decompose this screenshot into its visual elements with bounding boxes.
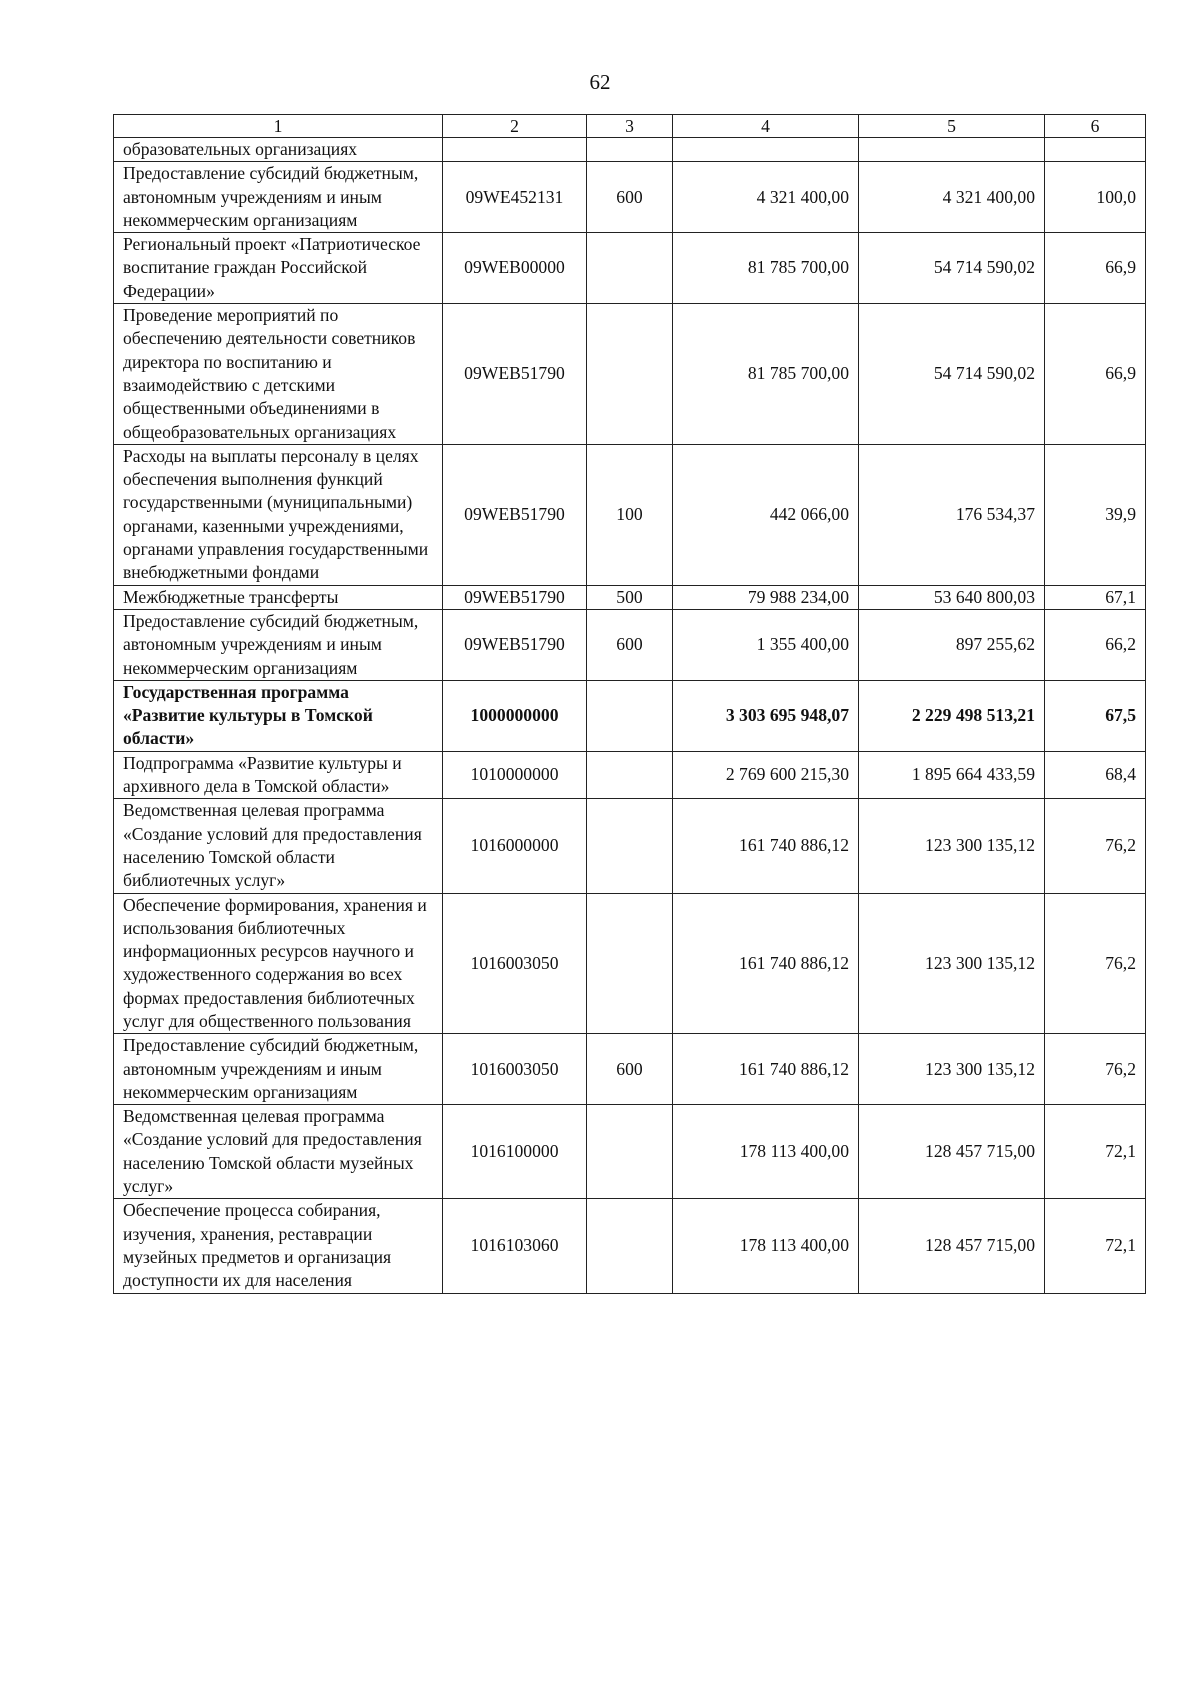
row-name-cell: Обеспечение формирования, хранения и использования библиотечных информационных ресурсов научного и художественного содержания во всех формах предоставления библиотечных услуг для общественного пользования [114,893,443,1034]
row-name-cell: Предоставление субсидий бюджетным, автономным учреждениям и иным некоммерческим организациям [114,1034,443,1105]
row-expense-type-cell [587,680,673,751]
table-row [114,162,1146,233]
row-percent-cell: 66,9 [1045,233,1146,304]
header-col-3: 3 [587,115,673,138]
row-name-cell: Региональный проект «Патриотическое воспитание граждан Российской Федерации» [114,233,443,304]
row-expense-type-cell [587,893,673,1034]
row-code-cell: 1016003050 [443,1034,587,1105]
row-code-cell: 1016103060 [443,1199,587,1293]
row-fact-amount-cell: 123 300 135,12 [859,1034,1045,1105]
row-plan-amount-cell: 161 740 886,12 [673,1034,859,1105]
table-row [114,138,1146,162]
row-expense-type-cell: 600 [587,1034,673,1105]
row-plan-amount-cell: 178 113 400,00 [673,1199,859,1293]
row-fact-amount-cell: 123 300 135,12 [859,799,1045,893]
row-plan-amount-cell: 2 769 600 215,30 [673,751,859,799]
row-percent-cell: 72,1 [1045,1105,1146,1199]
page-number: 62 [589,70,611,94]
row-code-cell: 09WEB51790 [443,304,587,445]
row-plan-amount-cell: 161 740 886,12 [673,799,859,893]
row-percent-cell: 66,2 [1045,609,1146,680]
row-name-cell: Расходы на выплаты персоналу в целях обеспечения выполнения функций государственными (муниципальными) органами, казенными учреждениями, органами управления государственными внебюджетными фондами [114,444,443,585]
row-fact-amount-cell: 1 895 664 433,59 [859,751,1045,799]
header-col-6: 6 [1045,115,1146,138]
row-expense-type-cell: 600 [587,162,673,233]
table-row [114,1199,1146,1293]
table-row [114,609,1146,680]
row-expense-type-cell: 600 [587,609,673,680]
row-code-cell: 09WE452131 [443,162,587,233]
row-code-cell: 1010000000 [443,751,587,799]
table-row [114,1034,1146,1105]
row-fact-amount-cell: 2 229 498 513,21 [859,680,1045,751]
row-plan-amount-cell: 81 785 700,00 [673,304,859,445]
row-percent-cell: 76,2 [1045,1034,1146,1105]
row-name-cell: Предоставление субсидий бюджетным, автономным учреждениям и иным некоммерческим организациям [114,609,443,680]
table-row [114,304,1146,445]
row-percent-cell: 67,5 [1045,680,1146,751]
row-expense-type-cell [587,751,673,799]
row-expense-type-cell [587,1199,673,1293]
row-code-cell: 09WEB00000 [443,233,587,304]
row-name-cell: Предоставление субсидий бюджетным, автономным учреждениям и иным некоммерческим организациям [114,162,443,233]
row-name-cell: Ведомственная целевая программа «Создание условий для предоставления населению Томской области библиотечных услуг» [114,799,443,893]
row-name-cell: Подпрограмма «Развитие культуры и архивного дела в Томской области» [114,751,443,799]
row-fact-amount-cell: 123 300 135,12 [859,893,1045,1034]
row-percent-cell: 76,2 [1045,799,1146,893]
row-plan-amount-cell [673,138,859,162]
header-col-2: 2 [443,115,587,138]
row-name-cell: Межбюджетные трансферты [114,585,443,609]
row-plan-amount-cell: 178 113 400,00 [673,1105,859,1199]
row-percent-cell: 72,1 [1045,1199,1146,1293]
row-expense-type-cell [587,233,673,304]
row-plan-amount-cell: 4 321 400,00 [673,162,859,233]
table-row [114,893,1146,1034]
row-expense-type-cell [587,799,673,893]
table-row [114,585,1146,609]
table-row [114,444,1146,585]
row-code-cell: 09WEB51790 [443,585,587,609]
table-row [114,1105,1146,1199]
row-plan-amount-cell: 81 785 700,00 [673,233,859,304]
row-fact-amount-cell: 128 457 715,00 [859,1199,1045,1293]
row-expense-type-cell: 100 [587,444,673,585]
row-fact-amount-cell [859,138,1045,162]
row-code-cell [443,138,587,162]
row-name-cell: Государственная программа «Развитие культуры в Томской области» [114,680,443,751]
row-percent-cell [1045,138,1146,162]
row-fact-amount-cell: 4 321 400,00 [859,162,1045,233]
row-percent-cell: 100,0 [1045,162,1146,233]
row-name-cell: Ведомственная целевая программа «Создание условий для предоставления населению Томской области музейных услуг» [114,1105,443,1199]
row-plan-amount-cell: 161 740 886,12 [673,893,859,1034]
row-code-cell: 1016000000 [443,799,587,893]
row-plan-amount-cell: 3 303 695 948,07 [673,680,859,751]
row-plan-amount-cell: 1 355 400,00 [673,609,859,680]
header-col-1: 1 [114,115,443,138]
row-fact-amount-cell: 53 640 800,03 [859,585,1045,609]
row-plan-amount-cell: 79 988 234,00 [673,585,859,609]
table-row [114,751,1146,799]
header-col-4: 4 [673,115,859,138]
row-fact-amount-cell: 176 534,37 [859,444,1045,585]
budget-table [113,114,1146,1294]
row-expense-type-cell [587,304,673,445]
header-col-5: 5 [859,115,1045,138]
table-body [114,138,1146,1294]
row-name-cell: Проведение мероприятий по обеспечению деятельности советников директора по воспитанию и взаимодействию с детскими общественными объединениями в общеобразовательных организациях [114,304,443,445]
row-code-cell: 09WEB51790 [443,444,587,585]
row-percent-cell: 76,2 [1045,893,1146,1034]
row-name-cell: Обеспечение процесса собирания, изучения, хранения, реставрации музейных предметов и организация доступности их для населения [114,1199,443,1293]
row-percent-cell: 66,9 [1045,304,1146,445]
row-name-cell: образовательных организациях [114,138,443,162]
row-percent-cell: 68,4 [1045,751,1146,799]
row-expense-type-cell: 500 [587,585,673,609]
row-percent-cell: 39,9 [1045,444,1146,585]
table-header-row [114,115,1146,138]
row-expense-type-cell [587,1105,673,1199]
row-expense-type-cell [587,138,673,162]
row-code-cell: 1016100000 [443,1105,587,1199]
row-code-cell: 1016003050 [443,893,587,1034]
table-row [114,799,1146,893]
row-code-cell: 1000000000 [443,680,587,751]
row-plan-amount-cell: 442 066,00 [673,444,859,585]
row-code-cell: 09WEB51790 [443,609,587,680]
row-fact-amount-cell: 897 255,62 [859,609,1045,680]
table-row [114,233,1146,304]
row-fact-amount-cell: 128 457 715,00 [859,1105,1045,1199]
row-fact-amount-cell: 54 714 590,02 [859,304,1045,445]
table-row [114,680,1146,751]
row-fact-amount-cell: 54 714 590,02 [859,233,1045,304]
row-percent-cell: 67,1 [1045,585,1146,609]
